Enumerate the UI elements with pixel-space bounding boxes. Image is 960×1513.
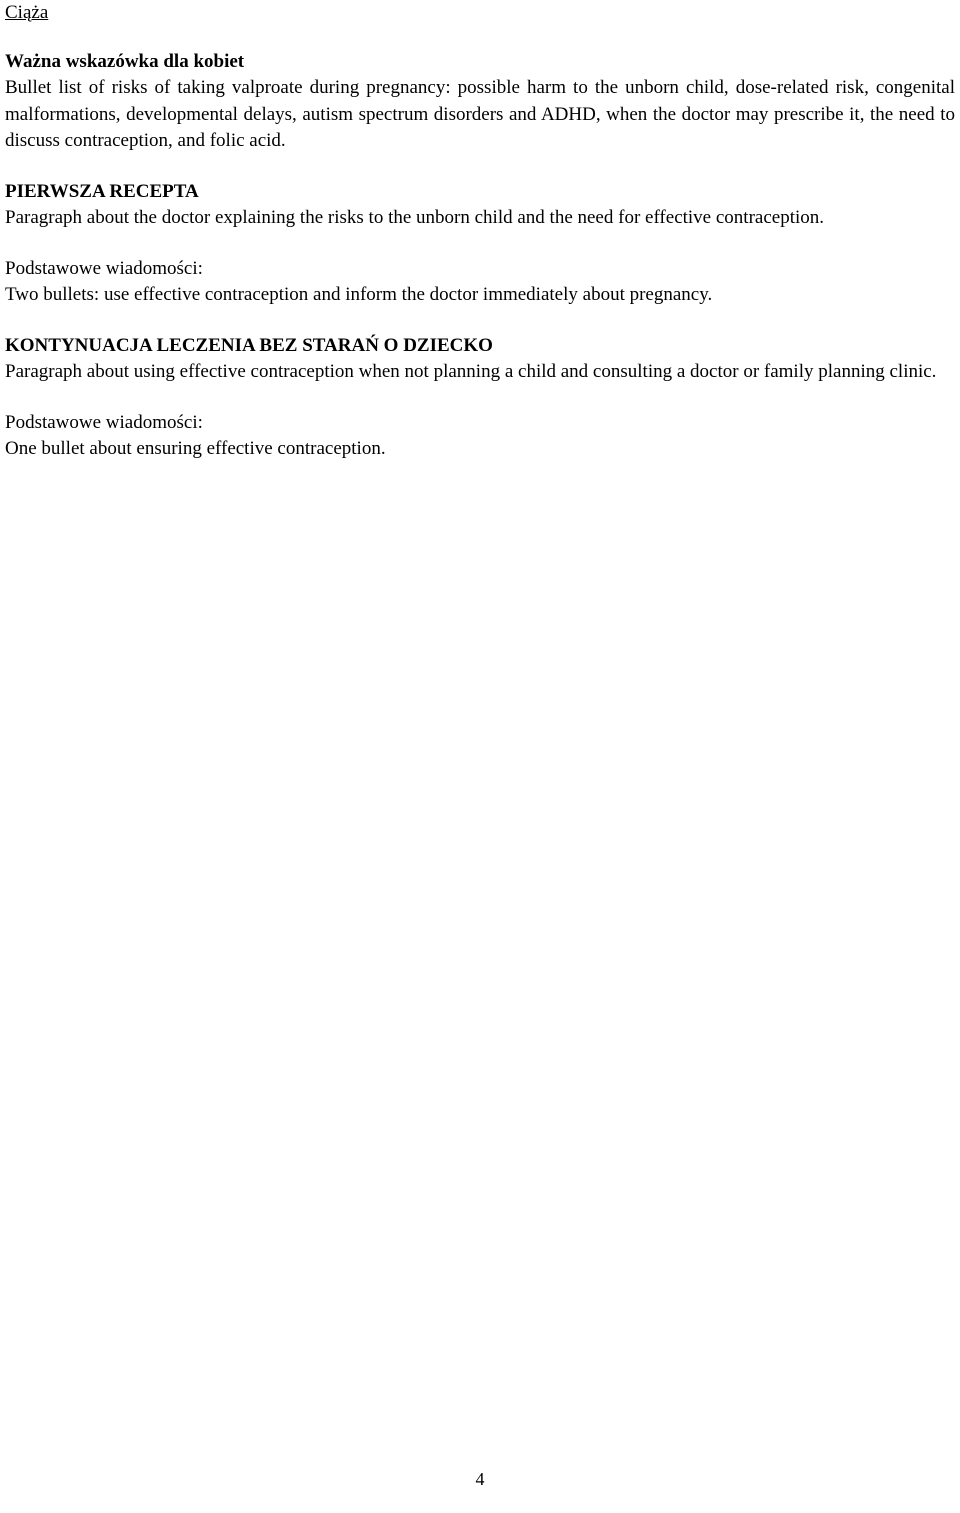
warning-summary: Bullet list of risks of taking valproate during pregnancy: possible harm to the unborn child, dose-related risk, congenital malformations, developmental delays, autism spectrum disorders and ADHD, when the doctor may prescribe it, the need to discuss contraception, and folic acid. <box>5 77 955 151</box>
continued-treatment-summary: Paragraph about using effective contraception when not planning a child and consulting a doctor or family planning clinic. <box>5 361 937 382</box>
first-prescription-summary: Paragraph about the doctor explaining the risks to the unborn child and the need for effective contraception. <box>5 207 825 228</box>
second-key-points-heading: Podstawowe wiadomości: <box>5 411 203 433</box>
warning-heading: Ważna wskazówka dla kobiet <box>5 50 245 72</box>
page-number: 4 <box>475 1469 485 1489</box>
first-prescription-heading: PIERWSZA RECEPTA <box>5 180 199 202</box>
continued-treatment-heading: KONTYNUACJA LECZENIA BEZ STARAŃ O DZIECKO <box>5 334 493 356</box>
first-key-points-heading: Podstawowe wiadomości: <box>5 257 203 279</box>
document-title: Ciąża <box>5 2 49 23</box>
first-key-points-summary: Two bullets: use effective contraception and inform the doctor immediately about pregnancy. <box>5 284 713 305</box>
second-key-points-summary: One bullet about ensuring effective contraception. <box>5 438 386 459</box>
